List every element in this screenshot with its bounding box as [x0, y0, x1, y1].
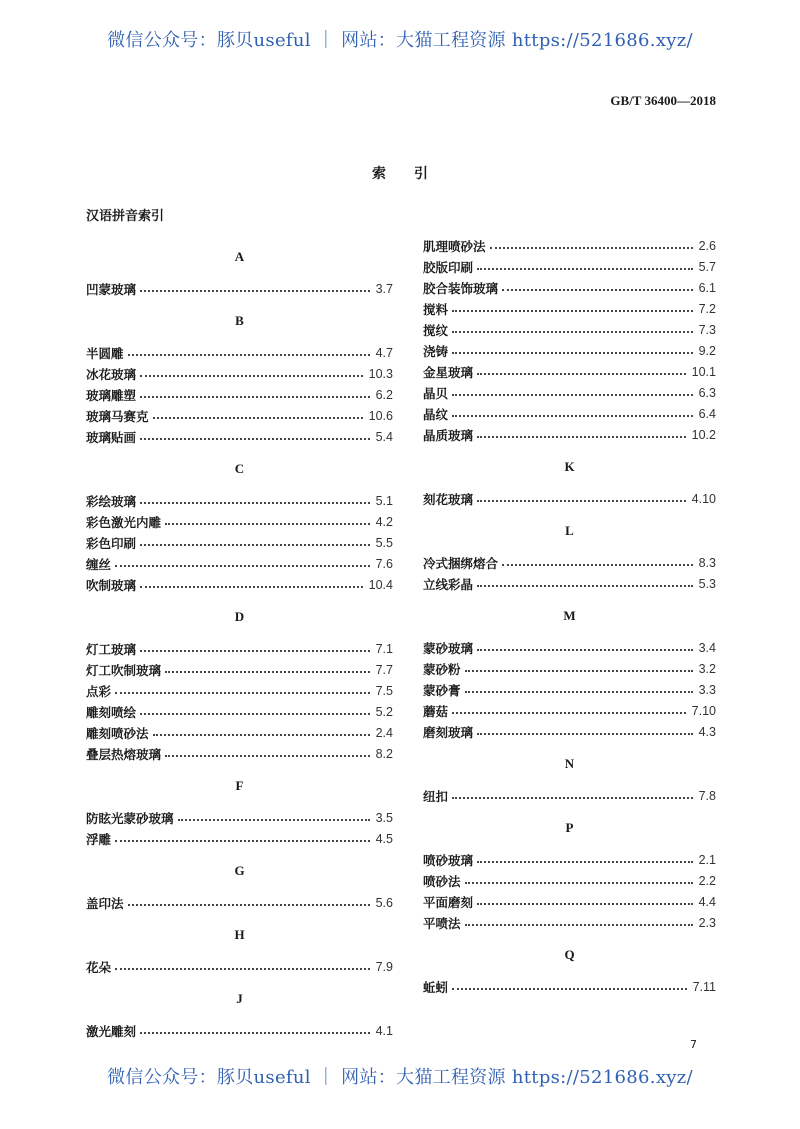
clause-reference: 5.6	[375, 895, 393, 910]
dot-leader	[128, 354, 370, 356]
clause-reference: 4.4	[698, 894, 716, 909]
index-term: 晶贝	[423, 385, 449, 401]
index-term: 浇铸	[423, 343, 449, 359]
clause-reference: 7.8	[698, 788, 716, 803]
index-entry	[86, 384, 393, 405]
index-entry	[86, 956, 393, 977]
index-term: 点彩	[86, 683, 112, 699]
index-term: 灯工玻璃	[86, 641, 137, 657]
index-term: 防眩光蒙砂玻璃	[86, 810, 174, 826]
index-entry	[423, 424, 716, 445]
clause-reference: 5.2	[375, 704, 393, 719]
index-term: 彩色印刷	[86, 535, 137, 551]
clause-reference: 8.3	[698, 555, 716, 570]
clause-reference: 2.4	[375, 725, 393, 740]
clause-reference: 9.2	[698, 343, 716, 358]
clause-reference: 3.5	[375, 810, 393, 825]
index-term: 蒙砂玻璃	[423, 640, 474, 656]
dot-leader	[165, 755, 370, 757]
index-term: 喷砂玻璃	[423, 852, 474, 868]
index-letter-heading: A	[234, 249, 245, 264]
clause-reference: 8.2	[375, 746, 393, 761]
dot-leader	[465, 691, 693, 693]
index-entry	[423, 870, 716, 891]
dot-leader	[452, 988, 687, 990]
index-term: 盖印法	[86, 895, 124, 911]
index-letter-heading: H	[234, 927, 245, 942]
clause-reference: 4.2	[375, 514, 393, 529]
dot-leader	[115, 565, 370, 567]
index-entry	[86, 828, 393, 849]
index-term: 胶合装饰玻璃	[423, 280, 499, 296]
index-letter-heading: G	[234, 863, 245, 878]
clause-reference: 7.11	[692, 979, 716, 994]
dot-leader	[140, 713, 370, 715]
clause-reference: 2.3	[698, 915, 716, 930]
index-term: 纽扣	[423, 788, 449, 804]
clause-reference: 2.1	[698, 852, 716, 867]
index-entry	[86, 511, 393, 532]
index-entry	[423, 912, 716, 933]
dot-leader	[502, 289, 693, 291]
clause-reference: 10.4	[368, 577, 393, 592]
index-entry	[423, 976, 716, 997]
dot-leader	[477, 373, 686, 375]
index-column-right	[423, 235, 716, 997]
dot-leader	[115, 692, 370, 694]
clause-reference: 5.1	[375, 493, 393, 508]
clause-reference: 7.3	[698, 322, 716, 337]
dot-leader	[452, 394, 693, 396]
index-entry	[86, 680, 393, 701]
clause-reference: 7.7	[375, 662, 393, 677]
index-term: 平喷法	[423, 915, 461, 931]
dot-leader	[502, 564, 693, 566]
index-term: 搅料	[423, 301, 449, 317]
clause-reference: 10.1	[691, 364, 716, 379]
dot-leader	[140, 502, 370, 504]
dot-leader	[153, 734, 370, 736]
clause-reference: 3.2	[698, 661, 716, 676]
index-term: 蒙砂膏	[423, 682, 461, 698]
clause-reference: 3.7	[375, 281, 393, 296]
dot-leader	[140, 438, 370, 440]
clause-reference: 7.9	[375, 959, 393, 974]
clause-reference: 10.6	[368, 408, 393, 423]
index-term: 刻花玻璃	[423, 491, 474, 507]
dot-leader	[140, 1032, 370, 1034]
dot-leader	[140, 586, 363, 588]
clause-reference: 10.3	[368, 366, 393, 381]
index-entry	[423, 849, 716, 870]
dot-leader	[465, 882, 693, 884]
clause-reference: 7.5	[375, 683, 393, 698]
index-term: 胶版印刷	[423, 259, 474, 275]
index-term: 浮雕	[86, 831, 112, 847]
index-entry	[86, 342, 393, 363]
dot-leader	[128, 904, 370, 906]
index-entry	[86, 532, 393, 553]
index-letter-heading: D	[234, 609, 245, 624]
dot-leader	[477, 500, 686, 502]
clause-reference: 4.10	[691, 491, 716, 506]
dot-leader	[178, 819, 370, 821]
clause-reference: 7.2	[698, 301, 716, 316]
dot-leader	[477, 649, 693, 651]
index-entry	[423, 403, 716, 424]
index-term: 冰花玻璃	[86, 366, 137, 382]
index-subtitle: 汉语拼音索引	[86, 209, 165, 224]
dot-leader	[477, 268, 693, 270]
index-term: 缠丝	[86, 556, 112, 572]
index-entry	[423, 488, 716, 509]
dot-leader	[140, 650, 370, 652]
index-term: 灯工吹制玻璃	[86, 662, 162, 678]
clause-reference: 6.2	[375, 387, 393, 402]
index-entry	[86, 659, 393, 680]
dot-leader	[477, 733, 693, 735]
dot-leader	[477, 903, 693, 905]
dot-leader	[452, 712, 686, 714]
index-entry	[86, 426, 393, 447]
index-term: 玻璃贴画	[86, 429, 137, 445]
index-entry	[86, 278, 393, 299]
clause-reference: 2.2	[698, 873, 716, 888]
index-letter-heading: C	[234, 461, 245, 476]
index-entry	[423, 256, 716, 277]
index-letter-heading: P	[565, 820, 574, 835]
index-entry	[423, 637, 716, 658]
index-entry	[423, 298, 716, 319]
index-term: 玻璃雕塑	[86, 387, 137, 403]
index-term: 喷砂法	[423, 873, 461, 889]
index-term: 蚯蚓	[423, 979, 449, 995]
index-entry	[86, 574, 393, 595]
clause-reference: 4.5	[375, 831, 393, 846]
index-entry	[423, 235, 716, 256]
index-letter-heading: B	[235, 313, 244, 328]
index-term: 晶质玻璃	[423, 427, 474, 443]
dot-leader	[115, 840, 370, 842]
index-entry	[86, 743, 393, 764]
index-entry	[86, 807, 393, 828]
index-entry	[86, 490, 393, 511]
clause-reference: 3.4	[698, 640, 716, 655]
clause-reference: 6.4	[698, 406, 716, 421]
dot-leader	[477, 861, 693, 863]
index-entry	[423, 340, 716, 361]
watermark-top: 微信公众号：豚贝useful ｜ 网站：大猫工程资源 https://521686.xyz/	[107, 30, 693, 51]
index-letter-heading: N	[564, 756, 575, 771]
index-letter-heading: M	[563, 608, 576, 623]
clause-reference: 4.1	[375, 1023, 393, 1038]
standard-number: GB/T 36400—2018	[610, 93, 716, 108]
index-entry	[423, 382, 716, 403]
index-term: 半圆雕	[86, 345, 124, 361]
index-term: 晶纹	[423, 406, 449, 422]
dot-leader	[465, 924, 693, 926]
dot-leader	[452, 797, 693, 799]
index-term: 金星玻璃	[423, 364, 474, 380]
index-term: 搅纹	[423, 322, 449, 338]
index-entry	[86, 1020, 393, 1041]
index-term: 玻璃马赛克	[86, 408, 149, 424]
dot-leader	[153, 417, 363, 419]
index-entry	[86, 892, 393, 913]
index-term: 立线彩晶	[423, 576, 474, 592]
index-term: 平面磨刻	[423, 894, 474, 910]
dot-leader	[465, 670, 693, 672]
dot-leader	[477, 585, 693, 587]
index-entry	[423, 785, 716, 806]
index-letter-heading: Q	[564, 947, 575, 962]
clause-reference: 7.1	[375, 641, 393, 656]
index-term: 吹制玻璃	[86, 577, 137, 593]
dot-leader	[490, 247, 693, 249]
index-entry	[423, 679, 716, 700]
index-entry	[423, 552, 716, 573]
index-entry	[423, 573, 716, 594]
index-term: 肌理喷砂法	[423, 238, 486, 254]
clause-reference: 4.3	[698, 724, 716, 739]
clause-reference: 6.3	[698, 385, 716, 400]
clause-reference: 3.3	[698, 682, 716, 697]
index-entry	[423, 361, 716, 382]
dot-leader	[140, 375, 363, 377]
index-letter-heading: L	[565, 523, 574, 538]
dot-leader	[140, 396, 370, 398]
index-term: 雕刻喷砂法	[86, 725, 149, 741]
index-entry	[86, 701, 393, 722]
dot-leader	[165, 671, 370, 673]
index-entry	[423, 721, 716, 742]
clause-reference: 5.3	[698, 576, 716, 591]
index-term: 激光雕刻	[86, 1023, 137, 1039]
clause-reference: 5.7	[698, 259, 716, 274]
index-entry	[86, 722, 393, 743]
index-letter-heading: K	[564, 459, 575, 474]
clause-reference: 7.6	[375, 556, 393, 571]
index-entry	[423, 891, 716, 912]
index-entry	[86, 553, 393, 574]
index-term: 雕刻喷绘	[86, 704, 137, 720]
index-term: 彩色激光内雕	[86, 514, 162, 530]
clause-reference: 5.4	[375, 429, 393, 444]
index-term: 花朵	[86, 959, 112, 975]
index-entry	[423, 319, 716, 340]
dot-leader	[452, 352, 693, 354]
index-term: 磨刻玻璃	[423, 724, 474, 740]
index-entry	[86, 363, 393, 384]
index-term: 蒙砂粉	[423, 661, 461, 677]
index-term: 凹蒙玻璃	[86, 281, 137, 297]
dot-leader	[452, 415, 693, 417]
dot-leader	[477, 436, 686, 438]
clause-reference: 6.1	[698, 280, 716, 295]
index-entry	[423, 658, 716, 679]
index-term: 彩绘玻璃	[86, 493, 137, 509]
page-title: 索引	[372, 166, 456, 182]
index-column-left	[86, 235, 393, 1041]
dot-leader	[140, 544, 370, 546]
index-letter-heading: F	[235, 778, 244, 793]
watermark-bottom: 微信公众号：豚贝useful ｜ 网站：大猫工程资源 https://521686.xyz/	[107, 1067, 693, 1088]
index-entry	[86, 405, 393, 426]
index-entry	[423, 700, 716, 721]
index-entry	[423, 277, 716, 298]
dot-leader	[115, 968, 370, 970]
dot-leader	[165, 523, 370, 525]
index-term: 叠层热熔玻璃	[86, 746, 162, 762]
clause-reference: 5.5	[375, 535, 393, 550]
index-term: 蘑菇	[423, 703, 449, 719]
dot-leader	[452, 310, 693, 312]
index-letter-heading: J	[236, 991, 243, 1006]
index-term: 冷式捆绑熔合	[423, 555, 499, 571]
clause-reference: 4.7	[375, 345, 393, 360]
index-entry	[86, 638, 393, 659]
page-number: 7	[690, 1038, 697, 1051]
dot-leader	[452, 331, 693, 333]
clause-reference: 10.2	[691, 427, 716, 442]
clause-reference: 2.6	[698, 238, 716, 253]
dot-leader	[140, 290, 370, 292]
clause-reference: 7.10	[691, 703, 716, 718]
